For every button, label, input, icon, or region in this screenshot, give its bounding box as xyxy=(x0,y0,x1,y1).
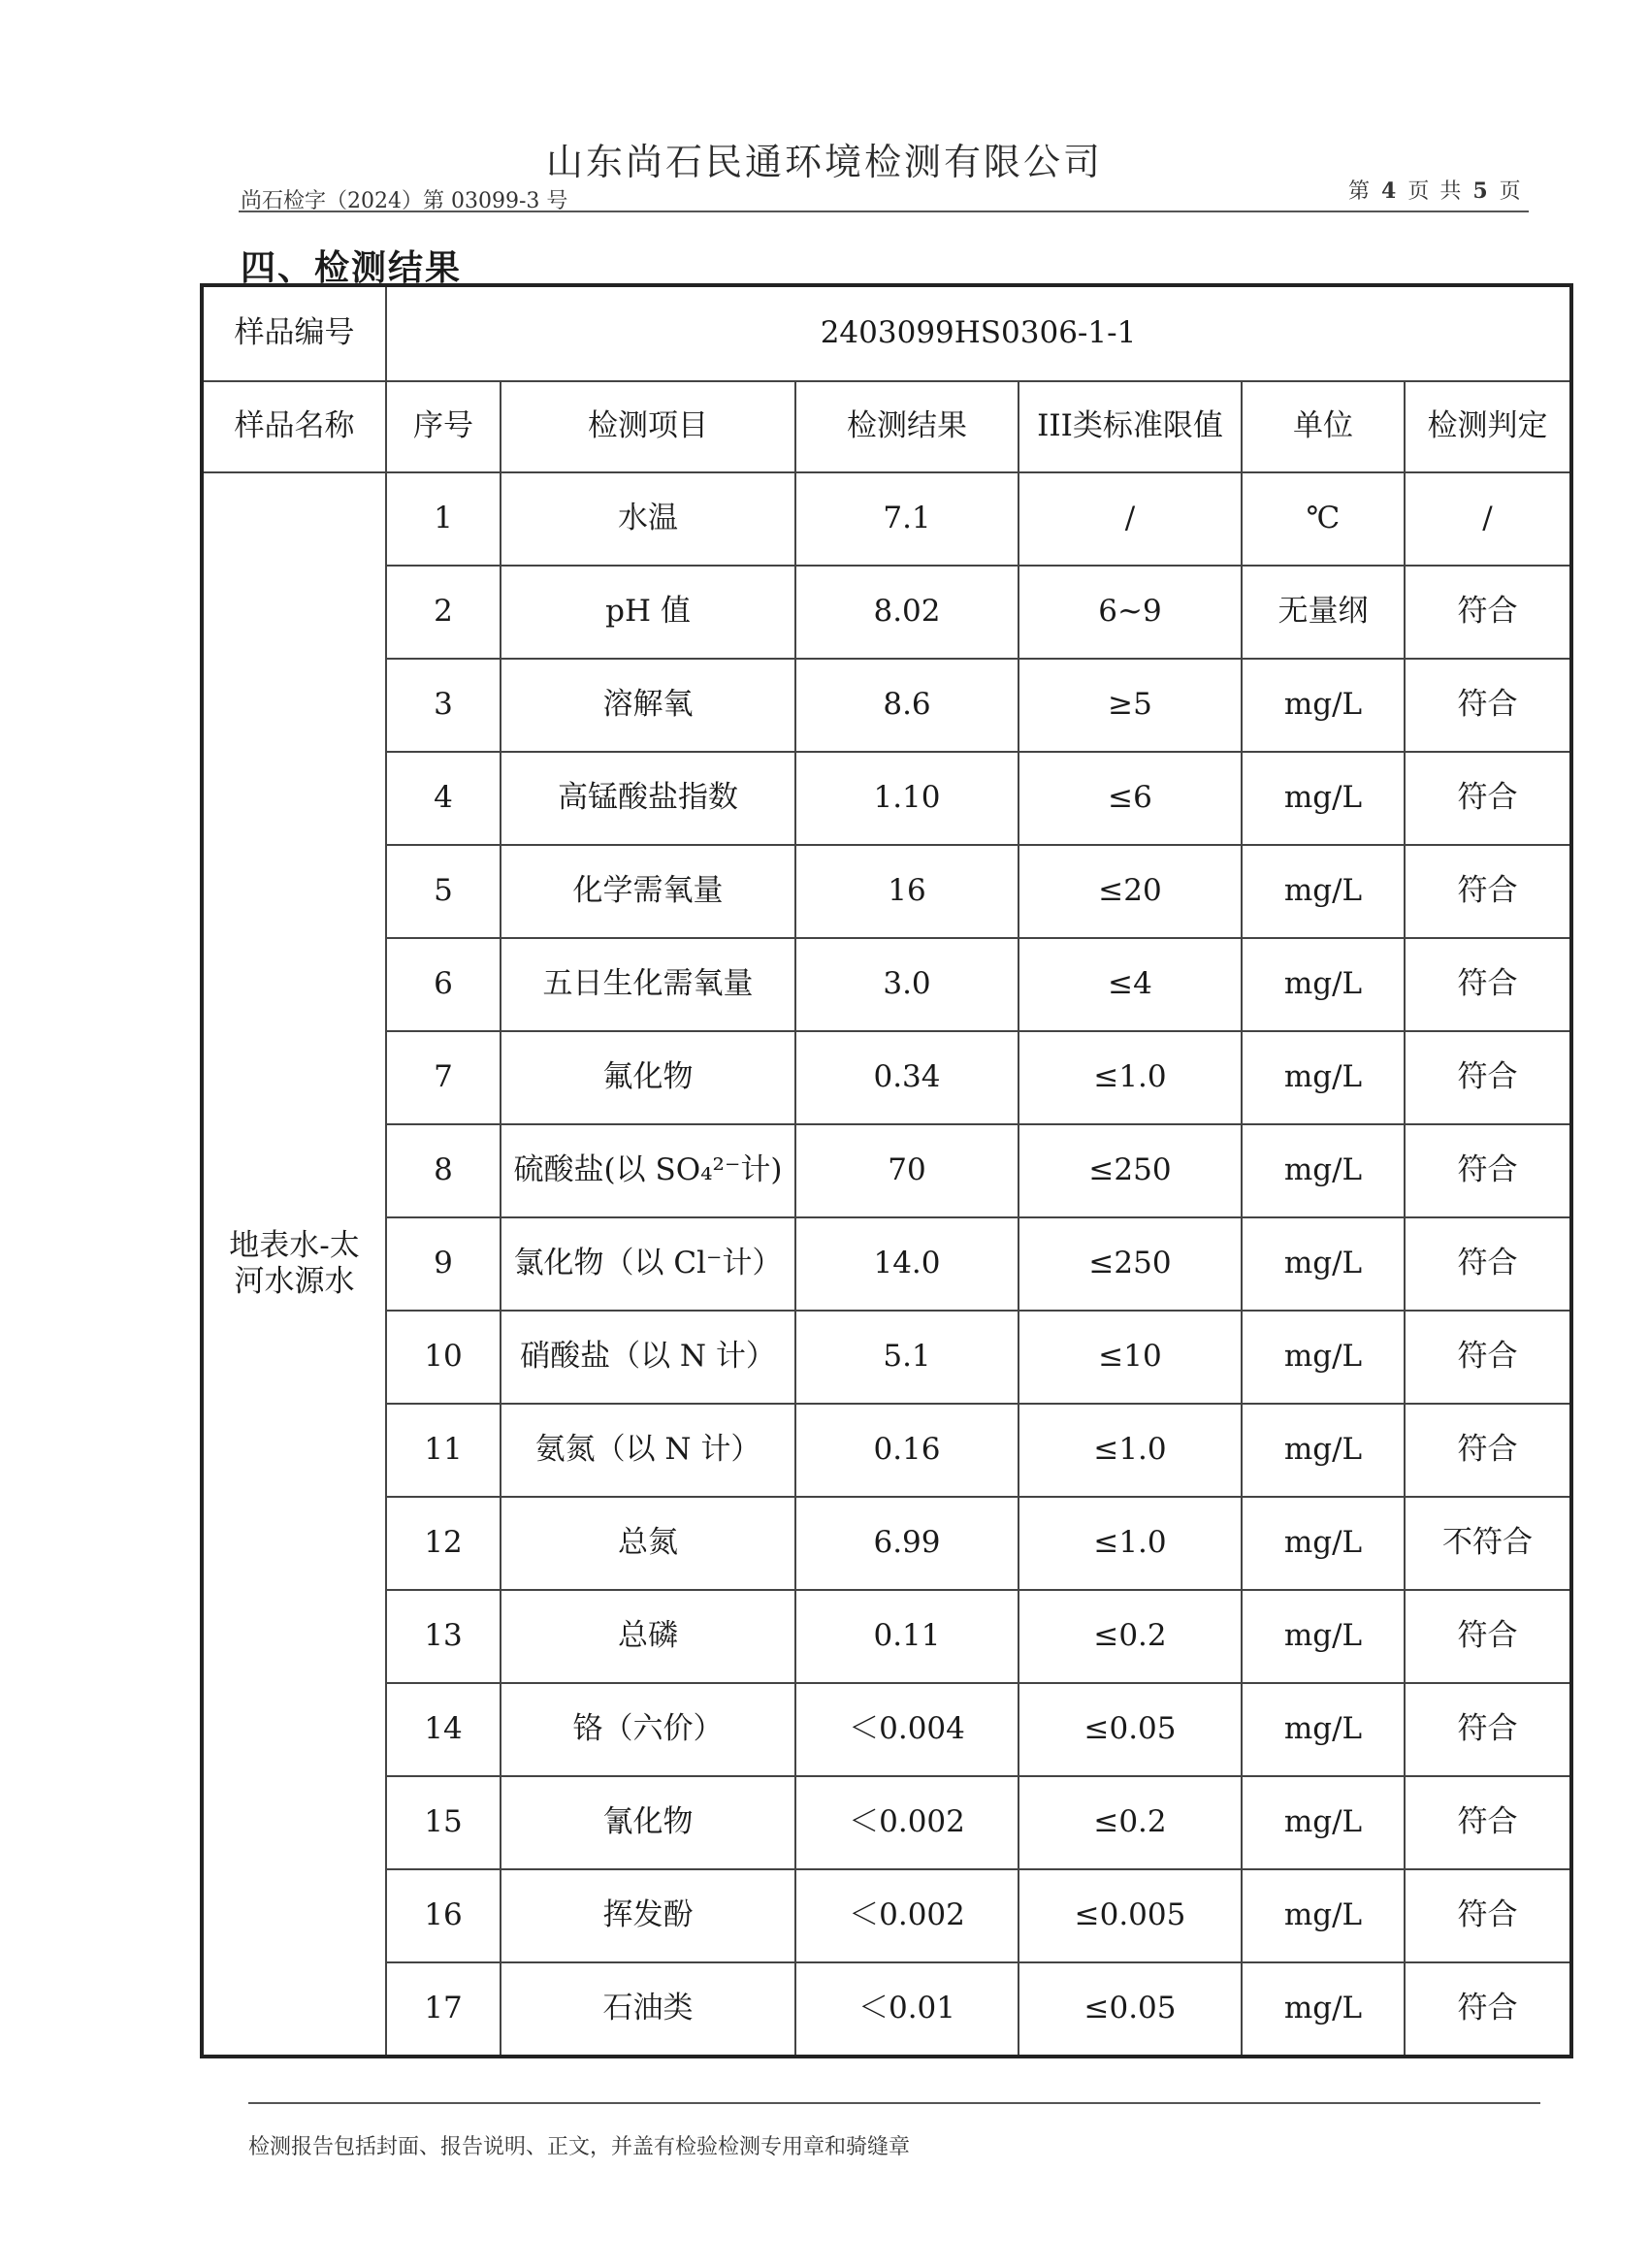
verdict: 符合 xyxy=(1405,1031,1571,1124)
footer-note: 检测报告包括封面、报告说明、正文，并盖有检验检测专用章和骑缝章 xyxy=(248,2135,911,2159)
table-row xyxy=(202,938,1571,1031)
table-row xyxy=(202,1404,1571,1497)
verdict: 符合 xyxy=(1405,1217,1571,1311)
sample-name xyxy=(202,472,386,2057)
test-result: 6.99 xyxy=(795,1497,1018,1590)
col-header-item: 检测项目 xyxy=(501,381,795,472)
verdict: 符合 xyxy=(1405,1683,1571,1776)
unit: mg/L xyxy=(1242,1497,1405,1590)
test-item: 氯化物（以 Cl⁻计） xyxy=(501,1217,795,1311)
col-header-limit: III类标准限值 xyxy=(1018,381,1242,472)
footer-divider xyxy=(248,2102,1540,2104)
unit: mg/L xyxy=(1242,1311,1405,1404)
verdict: 符合 xyxy=(1405,1590,1571,1683)
row-number: 13 xyxy=(386,1590,501,1683)
verdict: 符合 xyxy=(1405,845,1571,938)
test-item: 五日生化需氧量 xyxy=(501,938,795,1031)
row-number: 6 xyxy=(386,938,501,1031)
col-header-sample-name: 样品名称 xyxy=(202,381,386,472)
row-number: 1 xyxy=(386,472,501,566)
row-number: 2 xyxy=(386,566,501,659)
test-result: 0.16 xyxy=(795,1404,1018,1497)
table-row xyxy=(202,1776,1571,1869)
verdict: / xyxy=(1405,472,1571,566)
unit: mg/L xyxy=(1242,1776,1405,1869)
test-item: 总磷 xyxy=(501,1590,795,1683)
unit: mg/L xyxy=(1242,1962,1405,2057)
test-result: 0.11 xyxy=(795,1590,1018,1683)
table-row xyxy=(202,1031,1571,1124)
page-indicator xyxy=(1348,175,1523,205)
page-prefix: 第 xyxy=(1348,179,1373,204)
table-row xyxy=(202,1869,1571,1962)
test-item: 总氮 xyxy=(501,1497,795,1590)
table-row xyxy=(202,1124,1571,1217)
test-item: 溶解氧 xyxy=(501,659,795,752)
standard-limit: 6~9 xyxy=(1018,566,1242,659)
unit: mg/L xyxy=(1242,1683,1405,1776)
test-item: 氨氮（以 N 计） xyxy=(501,1404,795,1497)
test-item: 氟化物 xyxy=(501,1031,795,1124)
report-number: 尚石检字（2024）第 03099-3 号 xyxy=(241,189,568,213)
test-item: 硝酸盐（以 N 计） xyxy=(501,1311,795,1404)
verdict: 符合 xyxy=(1405,1776,1571,1869)
table-row xyxy=(202,1683,1571,1776)
unit: mg/L xyxy=(1242,659,1405,752)
verdict: 符合 xyxy=(1405,566,1571,659)
test-result: 70 xyxy=(795,1124,1018,1217)
unit: mg/L xyxy=(1242,1869,1405,1962)
standard-limit: ≤6 xyxy=(1018,752,1242,845)
standard-limit: ≤0.05 xyxy=(1018,1962,1242,2057)
unit: mg/L xyxy=(1242,1404,1405,1497)
test-result: 8.6 xyxy=(795,659,1018,752)
col-header-no: 序号 xyxy=(386,381,501,472)
row-number: 3 xyxy=(386,659,501,752)
test-result: 5.1 xyxy=(795,1311,1018,1404)
row-number: 9 xyxy=(386,1217,501,1311)
standard-limit: ≤1.0 xyxy=(1018,1031,1242,1124)
table-row xyxy=(202,752,1571,845)
test-result: ＜0.002 xyxy=(795,1776,1018,1869)
verdict: 符合 xyxy=(1405,938,1571,1031)
table-row xyxy=(202,472,1571,566)
sample-name-line: 河水源水 xyxy=(234,1264,355,1299)
table-row xyxy=(202,1497,1571,1590)
test-item: pH 值 xyxy=(501,566,795,659)
verdict: 符合 xyxy=(1405,1404,1571,1497)
verdict: 符合 xyxy=(1405,1962,1571,2057)
row-number: 12 xyxy=(386,1497,501,1590)
standard-limit: ≤0.2 xyxy=(1018,1590,1242,1683)
standard-limit: ≤1.0 xyxy=(1018,1497,1242,1590)
test-result: 8.02 xyxy=(795,566,1018,659)
standard-limit: ≤10 xyxy=(1018,1311,1242,1404)
unit: mg/L xyxy=(1242,1217,1405,1311)
header-divider xyxy=(239,211,1529,212)
test-item: 氰化物 xyxy=(501,1776,795,1869)
row-number: 4 xyxy=(386,752,501,845)
row-number: 16 xyxy=(386,1869,501,1962)
test-result: 14.0 xyxy=(795,1217,1018,1311)
standard-limit: ≤1.0 xyxy=(1018,1404,1242,1497)
table-row xyxy=(202,845,1571,938)
test-result: 3.0 xyxy=(795,938,1018,1031)
page-mid: 页 共 xyxy=(1407,179,1464,204)
unit: 无量纲 xyxy=(1242,566,1405,659)
row-number: 14 xyxy=(386,1683,501,1776)
verdict: 不符合 xyxy=(1405,1497,1571,1590)
verdict: 符合 xyxy=(1405,1124,1571,1217)
row-number: 10 xyxy=(386,1311,501,1404)
standard-limit: ≤20 xyxy=(1018,845,1242,938)
row-number: 5 xyxy=(386,845,501,938)
standard-limit: / xyxy=(1018,472,1242,566)
table-header-row xyxy=(202,381,1571,472)
test-item: 铬（六价） xyxy=(501,1683,795,1776)
results-table xyxy=(200,283,1573,2058)
table-row xyxy=(202,1311,1571,1404)
standard-limit: ≤250 xyxy=(1018,1217,1242,1311)
test-result: ＜0.002 xyxy=(795,1869,1018,1962)
test-item: 硫酸盐(以 SO₄²⁻计) xyxy=(501,1124,795,1217)
row-number: 11 xyxy=(386,1404,501,1497)
standard-limit: ≤0.005 xyxy=(1018,1869,1242,1962)
section-title: 四、检测结果 xyxy=(241,248,463,288)
unit: ℃ xyxy=(1242,472,1405,566)
standard-limit: ≤4 xyxy=(1018,938,1242,1031)
unit: mg/L xyxy=(1242,1590,1405,1683)
test-result: 7.1 xyxy=(795,472,1018,566)
test-item: 挥发酚 xyxy=(501,1869,795,1962)
table-row xyxy=(202,1962,1571,2057)
unit: mg/L xyxy=(1242,1031,1405,1124)
company-name: 山东尚石民通环境检测有限公司 xyxy=(545,141,1103,183)
verdict: 符合 xyxy=(1405,659,1571,752)
table-row xyxy=(202,1590,1571,1683)
unit: mg/L xyxy=(1242,752,1405,845)
unit: mg/L xyxy=(1242,845,1405,938)
page-current: 4 xyxy=(1381,178,1399,204)
table-row xyxy=(202,659,1571,752)
sample-number-value: 2403099HS0306-1-1 xyxy=(386,285,1571,381)
test-item: 化学需氧量 xyxy=(501,845,795,938)
page-suffix: 页 xyxy=(1499,179,1523,204)
test-item: 石油类 xyxy=(501,1962,795,2057)
col-header-verdict: 检测判定 xyxy=(1405,381,1571,472)
row-number: 17 xyxy=(386,1962,501,2057)
standard-limit: ≥5 xyxy=(1018,659,1242,752)
col-header-unit: 单位 xyxy=(1242,381,1405,472)
col-header-result: 检测结果 xyxy=(795,381,1018,472)
verdict: 符合 xyxy=(1405,752,1571,845)
unit: mg/L xyxy=(1242,938,1405,1031)
test-item: 水温 xyxy=(501,472,795,566)
standard-limit: ≤250 xyxy=(1018,1124,1242,1217)
standard-limit: ≤0.2 xyxy=(1018,1776,1242,1869)
test-result: ＜0.004 xyxy=(795,1683,1018,1776)
test-result: 0.34 xyxy=(795,1031,1018,1124)
test-result: 16 xyxy=(795,845,1018,938)
sample-number-row xyxy=(202,285,1571,381)
test-result: ＜0.01 xyxy=(795,1962,1018,2057)
test-result: 1.10 xyxy=(795,752,1018,845)
row-number: 8 xyxy=(386,1124,501,1217)
sample-number-label: 样品编号 xyxy=(202,285,386,381)
table-row xyxy=(202,1217,1571,1311)
test-item: 高锰酸盐指数 xyxy=(501,752,795,845)
page-total: 5 xyxy=(1472,178,1490,204)
verdict: 符合 xyxy=(1405,1869,1571,1962)
row-number: 15 xyxy=(386,1776,501,1869)
verdict: 符合 xyxy=(1405,1311,1571,1404)
standard-limit: ≤0.05 xyxy=(1018,1683,1242,1776)
sample-name-line: 地表水-太 xyxy=(229,1227,360,1263)
row-number: 7 xyxy=(386,1031,501,1124)
unit: mg/L xyxy=(1242,1124,1405,1217)
table-row xyxy=(202,566,1571,659)
